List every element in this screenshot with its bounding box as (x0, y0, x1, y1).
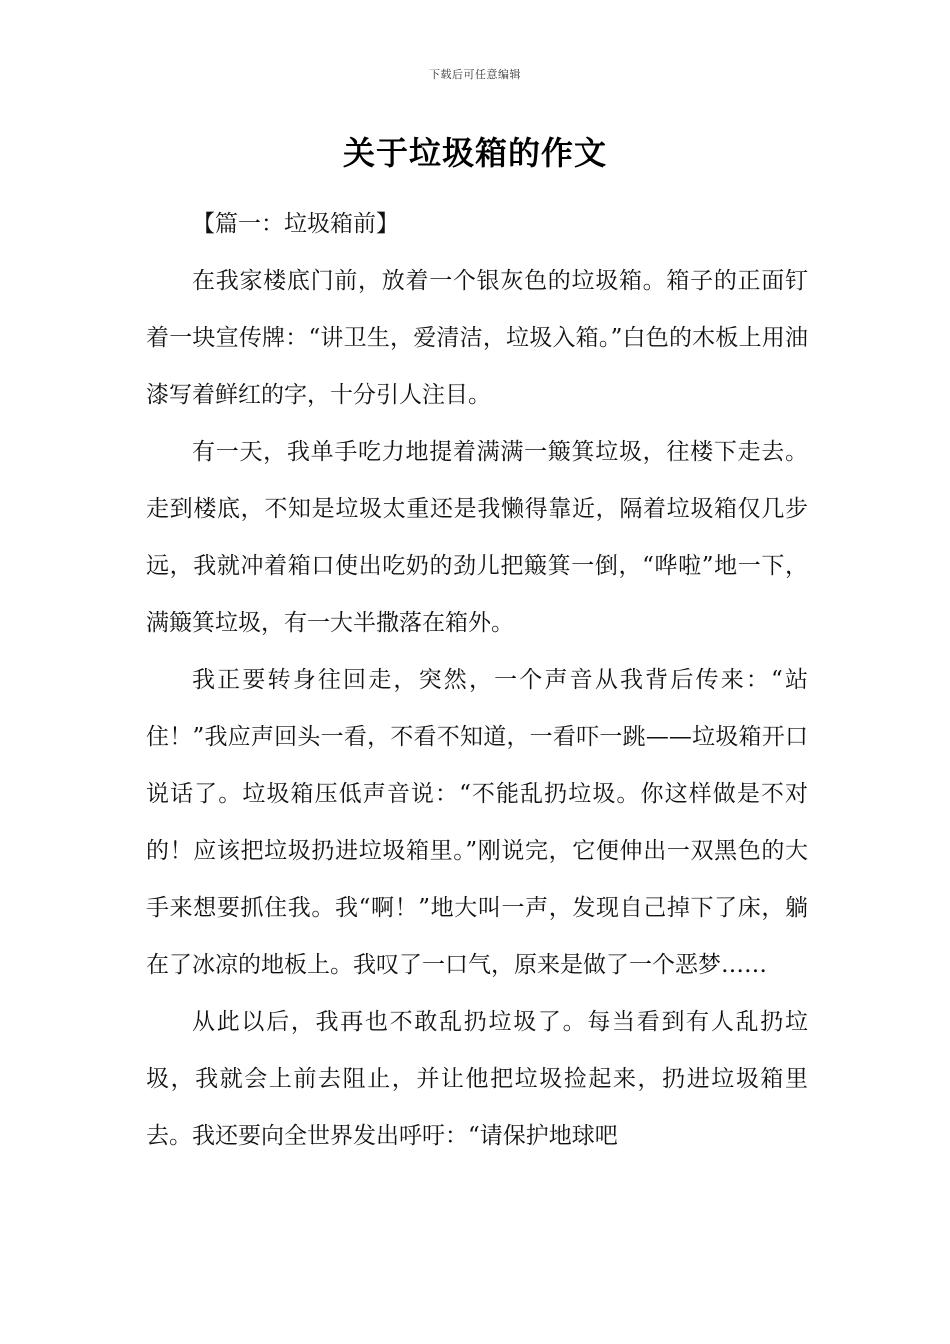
paragraph-1: 在我家楼底门前，放着一个银灰色的垃圾箱。箱子的正面钉着一块宣传牌：“讲卫生，爱清洁，垃圾入箱。”白色的木板上用油漆写着鲜红的字，十分引人注目。 (146, 268, 808, 408)
document-body (146, 196, 808, 1165)
document-title: 关于垃圾箱的作文 (342, 134, 607, 172)
section-heading: 【篇一：垃圾箱前】 (192, 211, 399, 237)
paragraph-2: 有一天，我单手吃力地提着满满一簸箕垃圾，往楼下走去。走到楼底，不知是垃圾太重还是我懒得靠近，隔着垃圾箱仅几步远，我就冲着箱口使出吃奶的劲儿把簸箕一倒，“哗啦”地一下，满簸箕垃圾，有一大半撒落在箱外。 (146, 439, 808, 636)
header-note: 下载后可任意编辑 (429, 68, 521, 81)
paragraph-4: 从此以后，我再也不敢乱扔垃圾了。每当看到有人乱扔垃圾，我就会上前去阻止，并让他把垃圾捡起来，扔进垃圾箱里去。我还要向全世界发出呼吁：“请保护地球吧 (146, 1009, 808, 1149)
paragraph-3: 我正要转身往回走，突然，一个声音从我背后传来：“站住！”我应声回头一看，不看不知道，一看吓一跳——垃圾箱开口说话了。垃圾箱压低声音说：“不能乱扔垃圾。你这样做是不对的！应该把垃圾扔进垃圾箱里。”刚说完，它便伸出一双黑色的大手来想要抓住我。我“啊！”地大叫一声，发现自己掉下了床，躺在了冰凉的地板上。我叹了一口气，原来是做了一个恶梦…… (146, 667, 808, 978)
